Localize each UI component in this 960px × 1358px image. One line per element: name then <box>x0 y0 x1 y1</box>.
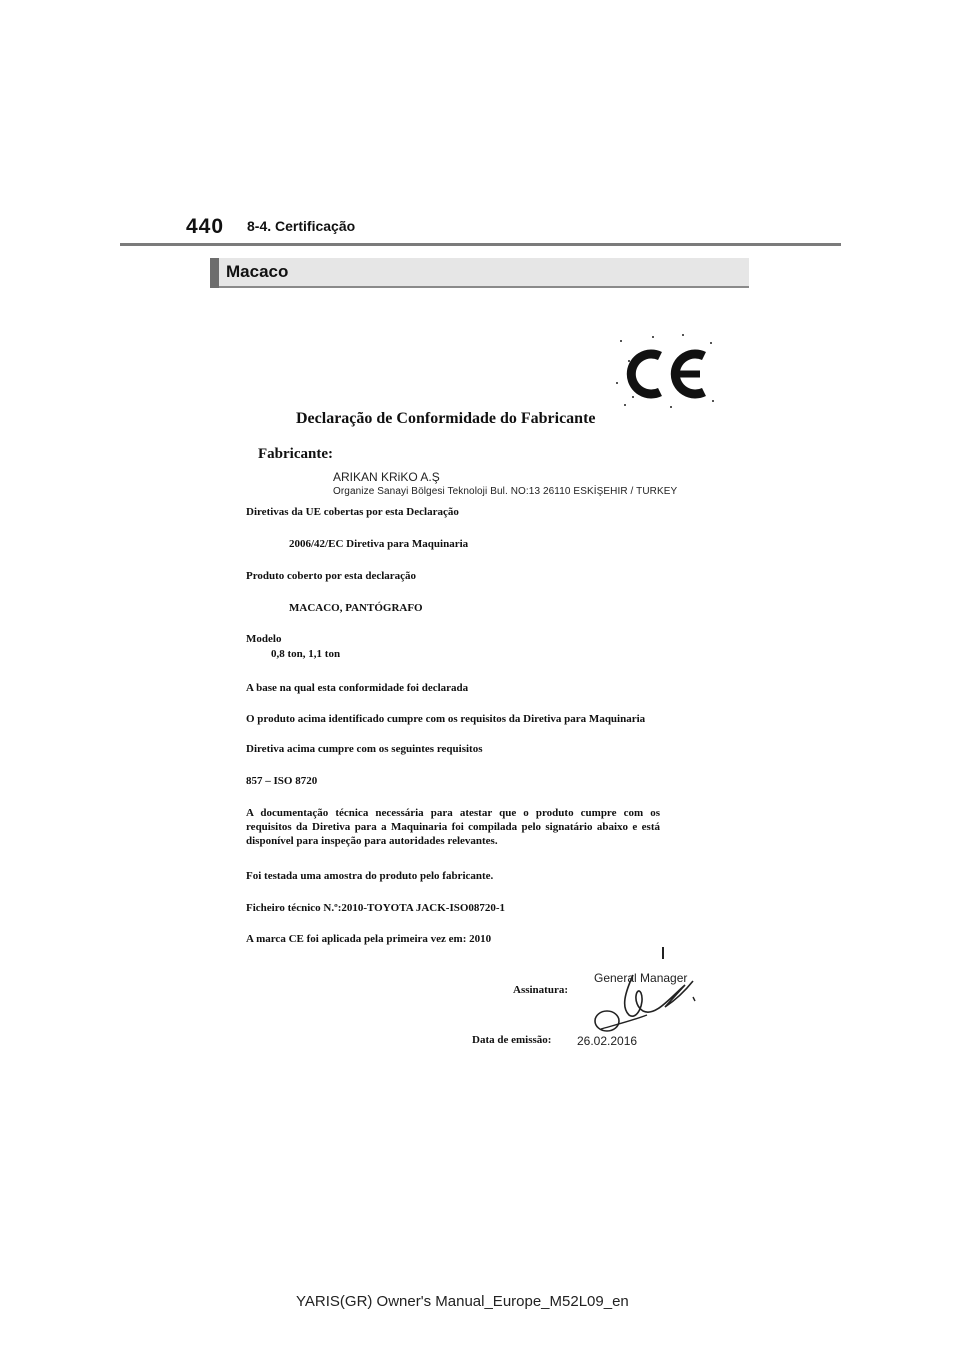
footer-text: YARIS(GR) Owner's Manual_Europe_M52L09_en <box>296 1293 629 1310</box>
requirements-text: Diretiva acima cumpre com os seguintes requisitos <box>246 743 483 755</box>
page-title: Macaco <box>226 262 289 281</box>
directives-label: Diretivas da UE cobertas por esta Declaração <box>246 506 459 518</box>
signatory-title: General Manager <box>594 971 688 985</box>
title-accent <box>210 258 219 288</box>
standard-value: 857 – ISO 8720 <box>246 775 318 787</box>
issue-date: 26.02.2016 <box>577 1034 638 1048</box>
manufacturer-label: Fabricante: <box>258 446 333 462</box>
title-bar <box>210 258 749 288</box>
issue-date-label: Data de emissão: <box>472 1034 552 1046</box>
documentation-text: A documentação técnica necessária para atestar que o produto cumpre com os requisitos da Diretiva para a Maquinaria foi compilada pelo signatário abaixo e está disponível para inspeção para autoridades relevantes. <box>246 807 660 847</box>
technical-file: Ficheiro técnico N.º:2010-TOYOTA JACK-ISO08720-1 <box>246 902 506 914</box>
page-number: 440 <box>186 215 225 238</box>
basis-label: A base na qual esta conformidade foi declarada <box>246 682 469 694</box>
product-value: MACACO, PANTÓGRAFO <box>289 602 423 614</box>
model-label: Modelo <box>246 633 282 645</box>
directive-value: 2006/42/EC Diretiva para Maquinaria <box>289 538 469 550</box>
sample-text: Foi testada uma amostra do produto pelo fabricante. <box>246 870 494 882</box>
signature-label: Assinatura: <box>513 984 569 996</box>
ce-mark-icon <box>612 330 718 410</box>
company-name: ARIKAN KRiKO A.Ş <box>333 470 440 484</box>
signature-icon <box>585 945 705 1045</box>
section-title: 8-4. Certificação <box>247 218 356 234</box>
model-value: 0,8 ton, 1,1 ton <box>271 648 341 660</box>
ce-first-applied: A marca CE foi aplicada pela primeira vez em: 2010 <box>246 933 492 945</box>
product-label: Produto coberto por esta declaração <box>246 570 417 582</box>
ce-mark-logo <box>612 330 718 410</box>
header-rule <box>120 243 841 246</box>
company-address: Organize Sanayi Bölgesi Teknoloji Bul. NO:13 26110 ESKİŞEHIR / TURKEY <box>333 486 678 497</box>
compliance-text: O produto acima identificado cumpre com os requisitos da Diretiva para Maquinaria <box>246 713 646 725</box>
declaration-heading: Declaração de Conformidade do Fabricante <box>296 410 596 427</box>
